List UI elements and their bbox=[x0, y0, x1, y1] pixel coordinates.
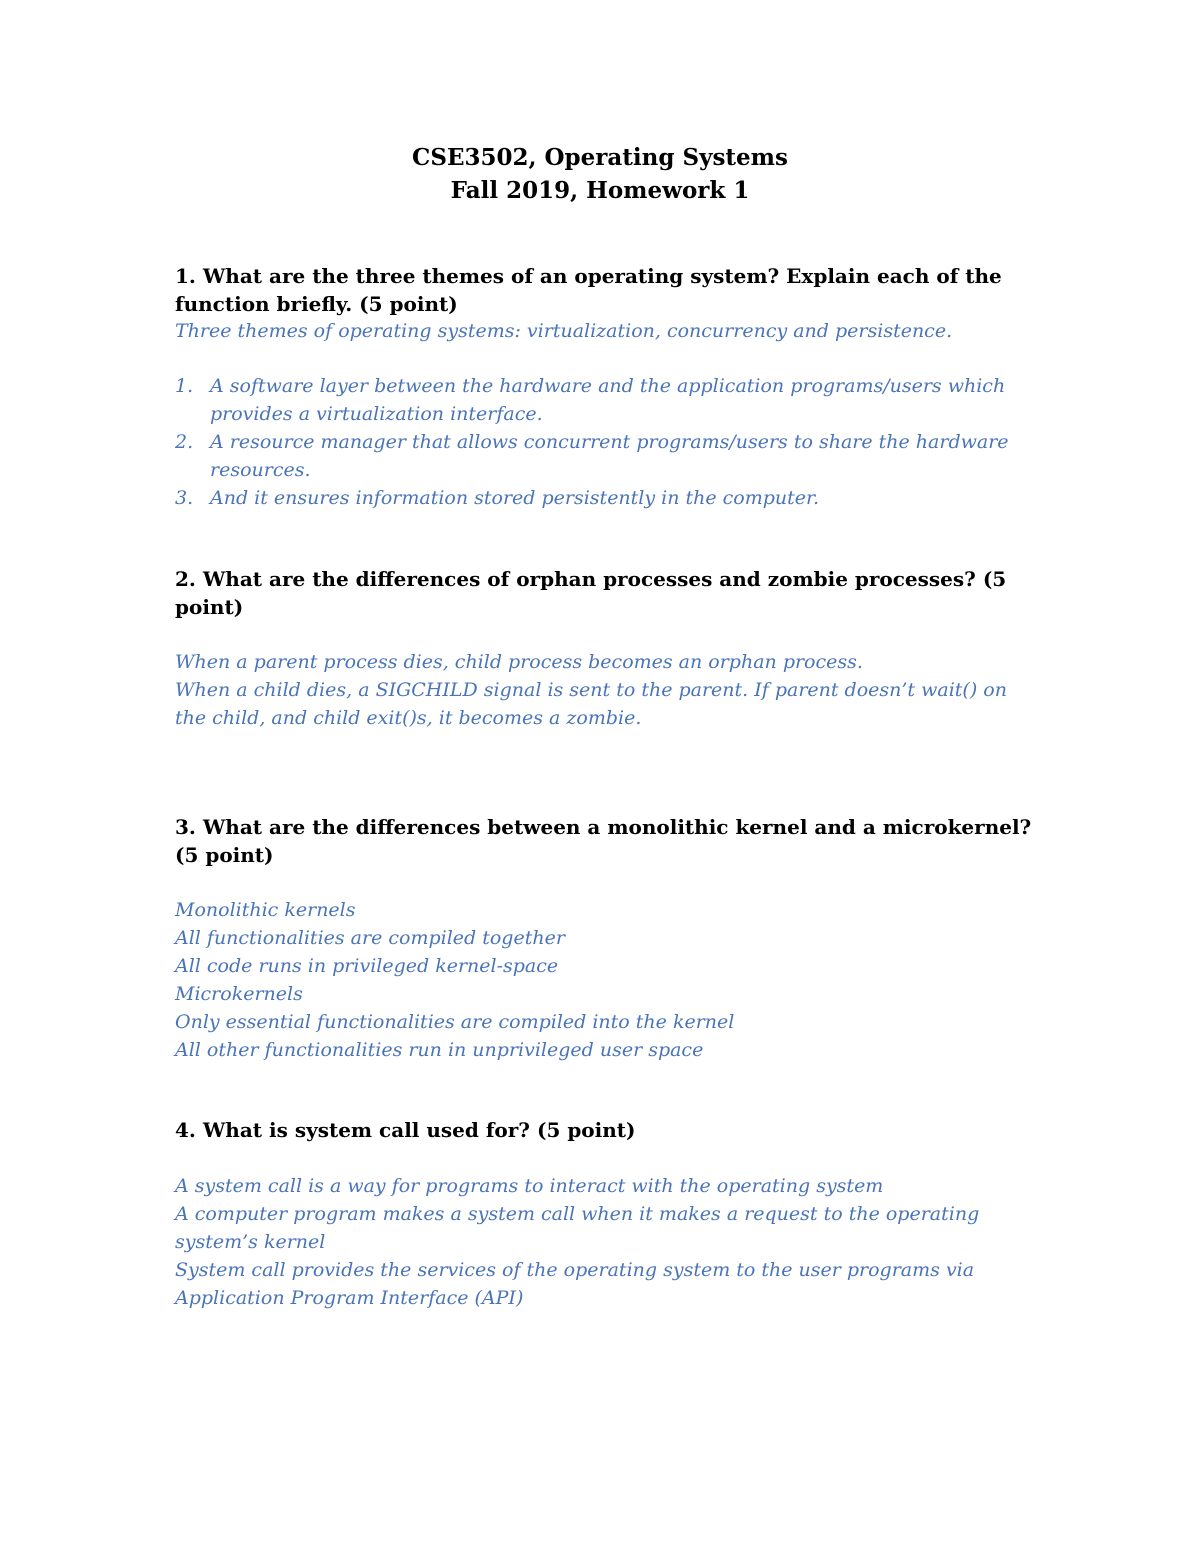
answer-1-list bbox=[175, 372, 1035, 512]
list-item-number: 3. bbox=[175, 487, 194, 509]
answer-line: All other functionalities run in unprivileged user space bbox=[175, 1039, 704, 1061]
answer-line: System call provides the services of the operating system to the user programs via Application Program Interface (API) bbox=[175, 1259, 975, 1309]
answer-line: Monolithic kernels bbox=[175, 899, 356, 921]
answer-line: Microkernels bbox=[175, 983, 303, 1005]
course-title: CSE3502, Operating Systems bbox=[412, 144, 788, 171]
list-item bbox=[175, 484, 1035, 512]
answer-4 bbox=[175, 1172, 1035, 1312]
answer-2 bbox=[175, 648, 1035, 732]
answer-3 bbox=[175, 896, 1035, 1064]
list-item-text: And it ensures information stored persistently in the computer. bbox=[210, 487, 820, 509]
question-3: 3. What are the differences between a monolithic kernel and a microkernel? (5 point) bbox=[175, 815, 1032, 867]
list-item bbox=[175, 428, 1035, 484]
answer-line: When a parent process dies, child process becomes an orphan process. bbox=[175, 651, 863, 673]
question-1: 1. What are the three themes of an operating system? Explain each of the function briefly. (5 point) bbox=[175, 264, 1002, 316]
answer-line: Only essential functionalities are compiled into the kernel bbox=[175, 1011, 735, 1033]
question-2: 2. What are the differences of orphan processes and zombie processes? (5 point) bbox=[175, 567, 1007, 619]
list-item bbox=[175, 372, 1035, 428]
assignment-title: Fall 2019, Homework 1 bbox=[450, 177, 750, 204]
answer-line: All code runs in privileged kernel-space bbox=[175, 955, 559, 977]
question-4: 4. What is system call used for? (5 point) bbox=[175, 1118, 636, 1142]
answer-line: A computer program makes a system call when it makes a request to the operating system’s kernel bbox=[175, 1203, 980, 1253]
list-item-text: A software layer between the hardware and the application programs/users which provides a virtualization interface. bbox=[210, 375, 1006, 425]
list-item-number: 2. bbox=[175, 431, 194, 453]
answer-line: A system call is a way for programs to interact with the operating system bbox=[175, 1175, 884, 1197]
list-item-text: A resource manager that allows concurrent programs/users to share the hardware resources. bbox=[210, 431, 1009, 481]
answer-line: When a child dies, a SIGCHILD signal is sent to the parent. If parent doesn’t wait() on the child, and child exit()s, it becomes a zombie. bbox=[175, 679, 1007, 729]
answer-1-intro: Three themes of operating systems: virtualization, concurrency and persistence. bbox=[175, 320, 953, 342]
list-item-number: 1. bbox=[175, 375, 194, 397]
answer-line: All functionalities are compiled together bbox=[175, 927, 565, 949]
